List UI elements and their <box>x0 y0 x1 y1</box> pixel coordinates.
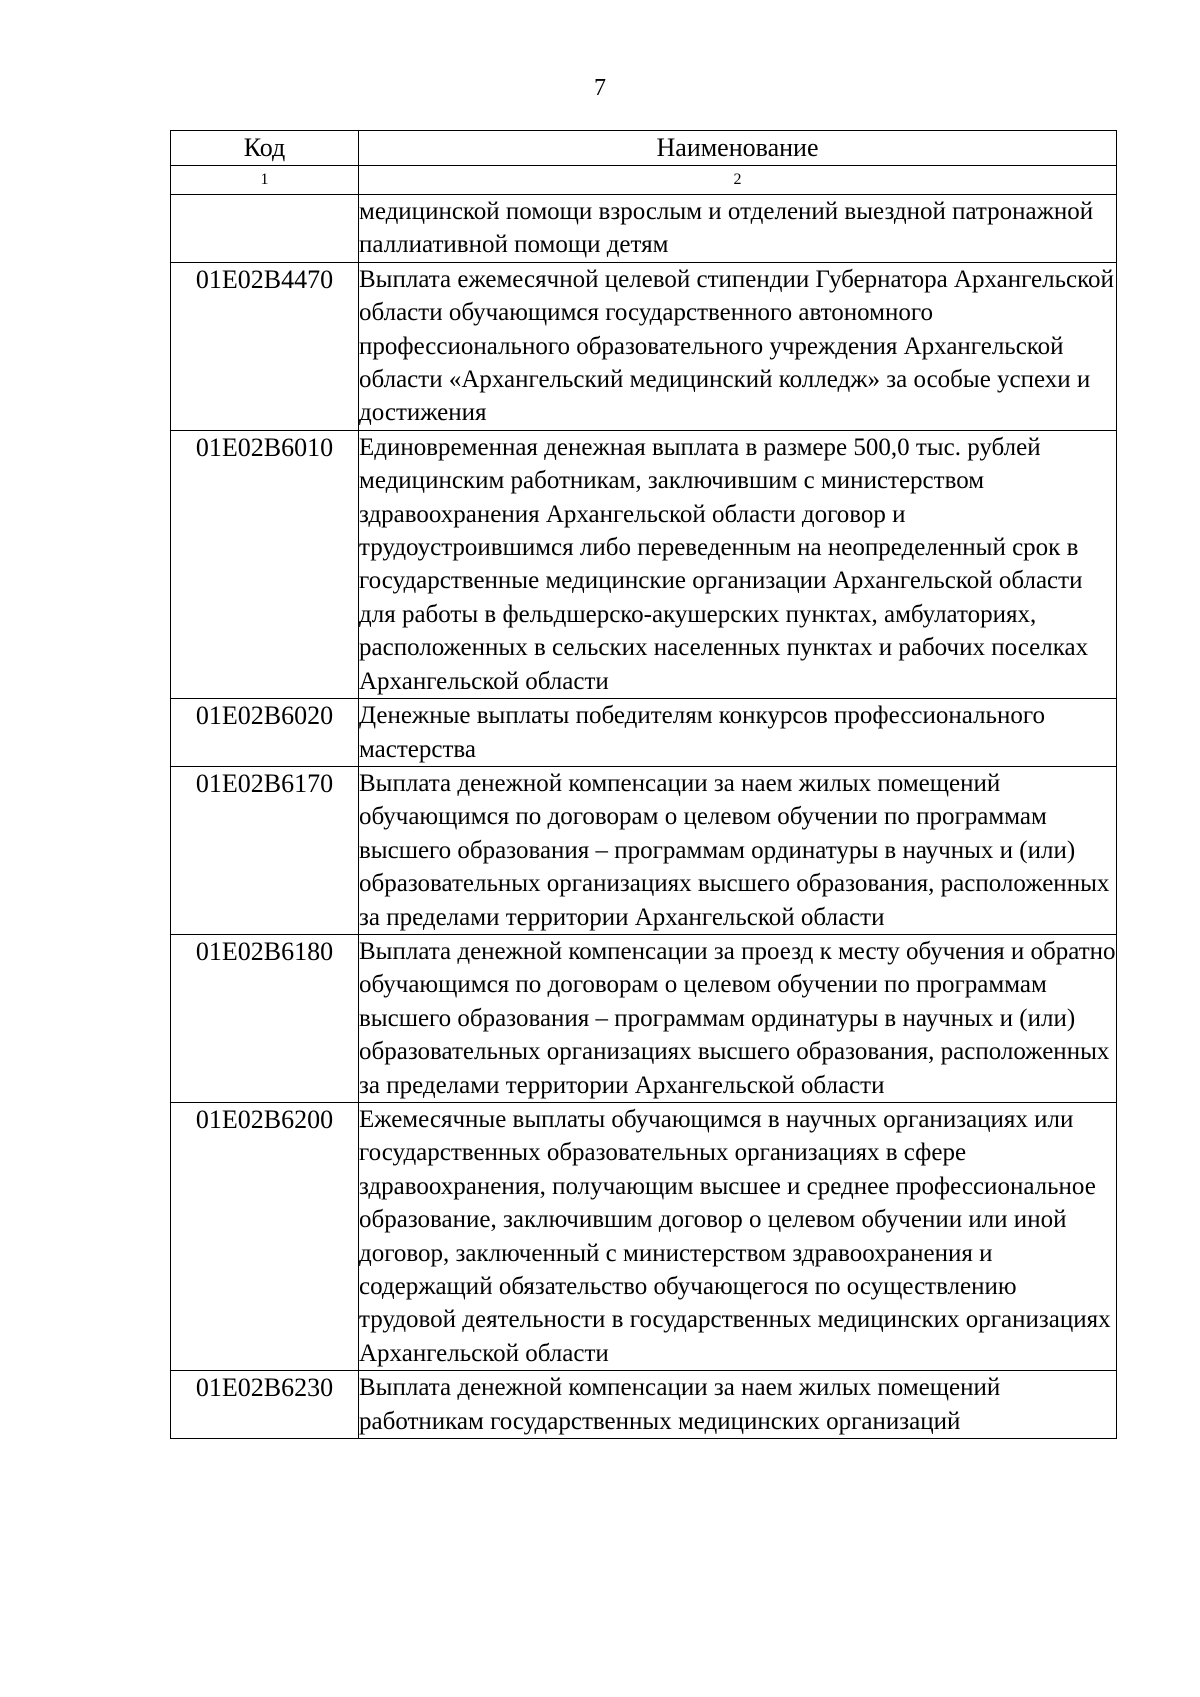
table-row <box>171 195 1117 263</box>
row-name: медицинской помощи взрослым и отделений выездной патронажной паллиативной помощи детям <box>359 195 1117 263</box>
table-row <box>171 766 1117 934</box>
row-name: Выплата денежной компенсации за наем жилых помещений работникам государственных медицинских организаций <box>359 1371 1117 1439</box>
column-number-2: 2 <box>359 166 1117 195</box>
row-code <box>171 195 359 263</box>
row-code: 01E02B6010 <box>171 430 359 698</box>
row-name: Единовременная денежная выплата в размере 500,0 тыс. рублей медицинским работникам, заключившим с министерством здравоохранения Архангельской области договор и трудоустроившимся либо переведенным на неопределенный срок в государственные медицинские организации Архангельской области для работы в фельдшерско-акушерских пунктах, амбулаториях, расположенных в сельских населенных пунктах и рабочих поселках Архангельской области <box>359 430 1117 698</box>
row-name: Выплата денежной компенсации за наем жилых помещений обучающимся по договорам о целевом обучении по программам высшего образования – программам ординатуры в научных и (или) образовательных организациях высшего образования, расположенных за пределами территории Архангельской области <box>359 766 1117 934</box>
column-number-row <box>171 166 1117 195</box>
header-code: Код <box>171 131 359 166</box>
row-code: 01E02B4470 <box>171 262 359 430</box>
row-code: 01E02B6170 <box>171 766 359 934</box>
row-code: 01E02B6020 <box>171 699 359 767</box>
row-name: Выплата ежемесячной целевой стипендии Губернатора Архангельской области обучающимся государственного автономного профессионального образовательного учреждения Архангельской области «Архангельский медицинский колледж» за особые успехи и достижения <box>359 262 1117 430</box>
table-row <box>171 1371 1117 1439</box>
table-row <box>171 699 1117 767</box>
page-number: 7 <box>594 75 606 101</box>
row-code: 01E02B6180 <box>171 934 359 1102</box>
row-name: Выплата денежной компенсации за проезд к месту обучения и обратно обучающимся по договорам о целевом обучении по программам высшего образования – программам ординатуры в научных и (или) образовательных организациях высшего образования, расположенных за пределами территории Архангельской области <box>359 934 1117 1102</box>
table-header-row <box>171 131 1117 166</box>
column-number-1: 1 <box>171 166 359 195</box>
table-row <box>171 1102 1117 1370</box>
row-code: 01E02B6230 <box>171 1371 359 1439</box>
table-row <box>171 262 1117 430</box>
budget-code-table <box>170 130 1117 1439</box>
row-name: Денежные выплаты победителям конкурсов профессионального мастерства <box>359 699 1117 767</box>
header-name: Наименование <box>359 131 1117 166</box>
row-name: Ежемесячные выплаты обучающимся в научных организациях или государственных образовательных организациях в сфере здравоохранения, получающим высшее и среднее профессиональное образование, заключившим договор о целевом обучении или иной договор, заключенный с министерством здравоохранения и содержащий обязательство обучающегося по осуществлению трудовой деятельности в государственных медицинских организациях Архангельской области <box>359 1102 1117 1370</box>
table-row <box>171 934 1117 1102</box>
row-code: 01E02B6200 <box>171 1102 359 1370</box>
table-row <box>171 430 1117 698</box>
